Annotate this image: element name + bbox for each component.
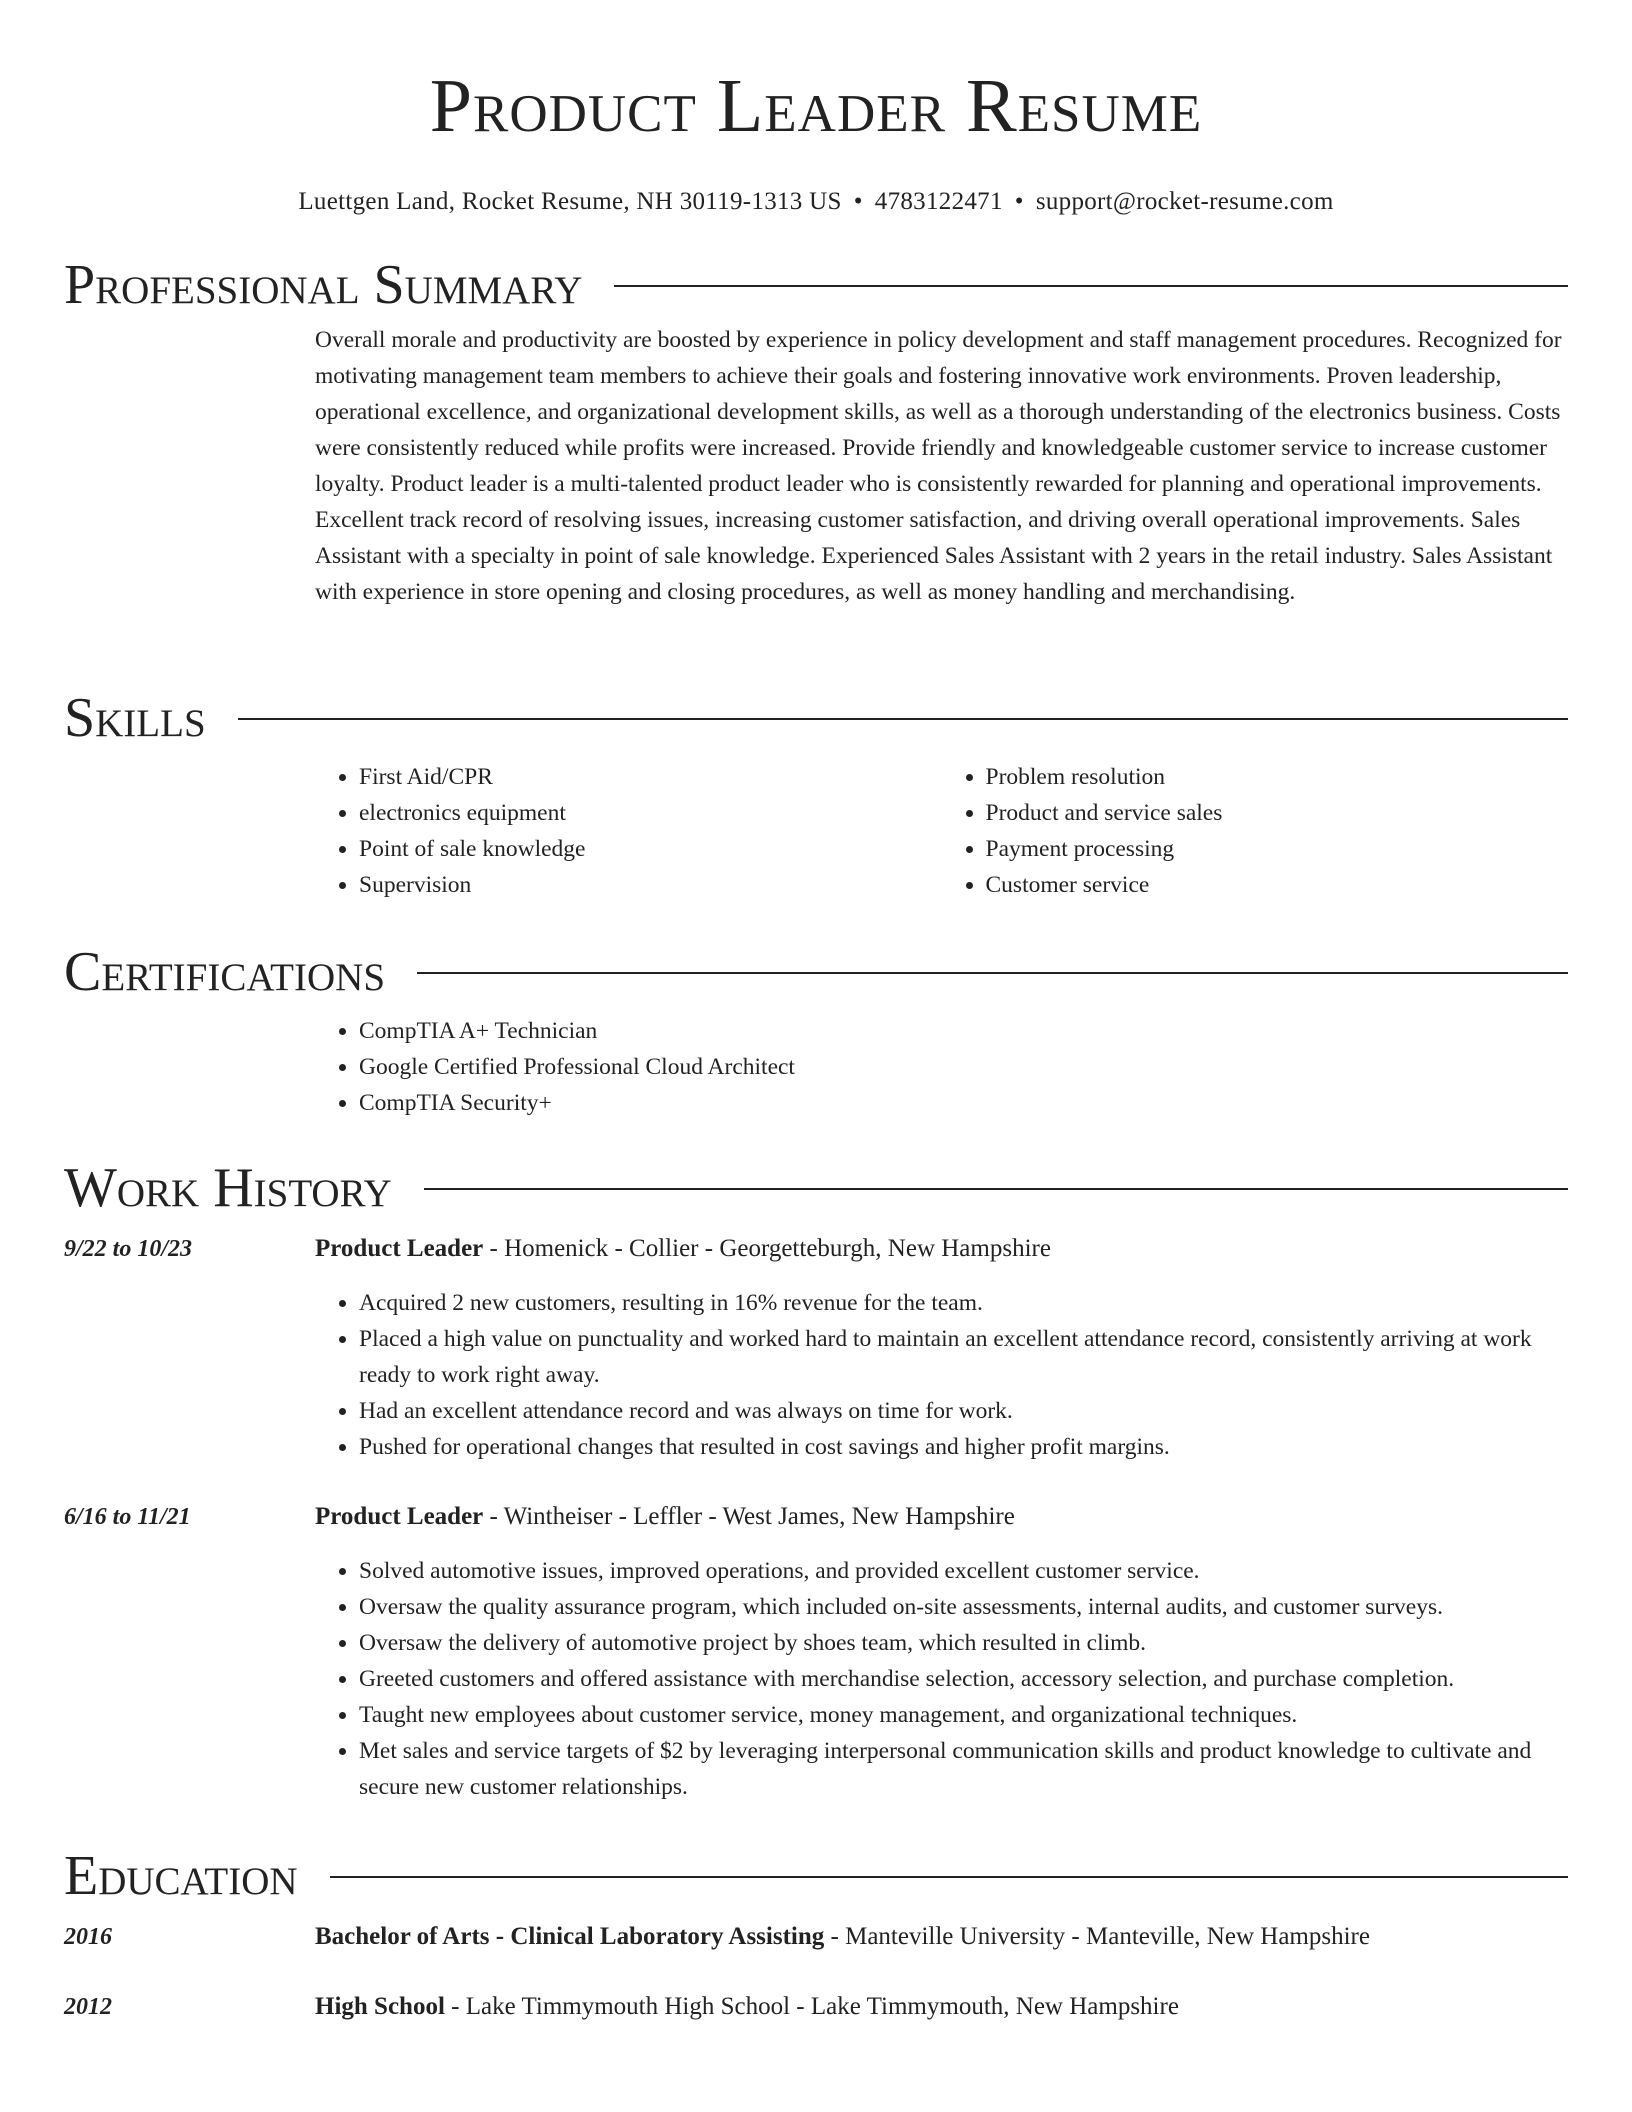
list-item: • Greeted customers and offered assistance with merchandise selection, accessory selection, and purchase completion. bbox=[359, 1661, 1568, 1697]
school-details: - Lake Timmymouth High School - Lake Timmymouth, New Hampshire bbox=[444, 1993, 1179, 2020]
job-title-line bbox=[315, 1499, 1568, 1535]
address: Luettgen Land, Rocket Resume, NH 30119-1313 US bbox=[298, 188, 842, 215]
job-title: Product Leader bbox=[315, 1503, 484, 1530]
skills-section bbox=[64, 683, 1568, 903]
education-year: 2016 bbox=[64, 1924, 112, 1950]
certifications-list bbox=[315, 1013, 1568, 1121]
job-entry bbox=[64, 1499, 1568, 1805]
list-item: • Payment processing bbox=[986, 831, 1569, 867]
section-divider bbox=[330, 1876, 1568, 1878]
degree: High School bbox=[315, 1993, 445, 2020]
education-heading: Education bbox=[64, 1845, 298, 1907]
summary-heading-row bbox=[64, 250, 1568, 320]
school-details: - Manteville University - Manteville, New Hampshire bbox=[824, 1923, 1370, 1950]
list-item: • Placed a high value on punctuality and worked hard to maintain an excellent attendance record, consistently arriving at work ready to work right away. bbox=[359, 1321, 1568, 1393]
section-divider bbox=[417, 972, 1568, 974]
list-item: • Supervision bbox=[359, 867, 942, 903]
education-year: 2012 bbox=[64, 1994, 112, 2020]
education-line bbox=[315, 1989, 1568, 2025]
job-bullets bbox=[315, 1285, 1568, 1465]
job-bullets bbox=[315, 1553, 1568, 1805]
certifications-section bbox=[64, 937, 1568, 1121]
job-details: - Wintheiser - Leffler - West James, New Hampshire bbox=[483, 1503, 1015, 1530]
education-line bbox=[315, 1919, 1568, 1955]
job-entry bbox=[64, 1231, 1568, 1465]
list-item: • Pushed for operational changes that resulted in cost savings and higher profit margins. bbox=[359, 1429, 1568, 1465]
summary-text: Overall morale and productivity are boosted by experience in policy development and staff management procedures. Recognized for motivating management team members to achieve their goals and fostering innovative work environments. Proven leadership, operational excellence, and organizational development skills, as well as a thorough understanding of the electronics business. Costs were consistently reduced while profits were increased. Provide friendly and knowledgeable customer service to increase customer loyalty. Product leader is a multi-talented product leader who is consistently rewarded for planning and operational improvements. Excellent track record of resolving issues, increasing customer satisfaction, and driving overall operational improvements. Sales Assistant with a specialty in point of sale knowledge. Experienced Sales Assistant with 2 years in the retail industry. Sales Assistant with experience in store opening and closing procedures, as well as money handling and merchandising. bbox=[315, 327, 1562, 605]
summary-section bbox=[64, 250, 1568, 610]
summary-heading: Professional Summary bbox=[64, 254, 583, 316]
list-item: • electronics equipment bbox=[359, 795, 942, 831]
section-divider bbox=[238, 718, 1568, 720]
list-item: • Problem resolution bbox=[986, 759, 1569, 795]
list-item: • Product and service sales bbox=[986, 795, 1569, 831]
work-heading: Work History bbox=[64, 1157, 392, 1219]
list-item: • Point of sale knowledge bbox=[359, 831, 942, 867]
certifications-heading: Certifications bbox=[64, 941, 386, 1003]
list-item: • CompTIA A+ Technician bbox=[359, 1013, 1568, 1049]
skills-column-right bbox=[942, 759, 1569, 903]
job-date: 6/16 to 11/21 bbox=[64, 1504, 191, 1530]
summary-body bbox=[315, 322, 1568, 610]
skills-heading-row bbox=[64, 683, 1568, 753]
education-entry bbox=[64, 1919, 1568, 1955]
list-item: • First Aid/CPR bbox=[359, 759, 942, 795]
list-item: • CompTIA Security+ bbox=[359, 1085, 1568, 1121]
list-item: • Solved automotive issues, improved operations, and provided excellent customer service. bbox=[359, 1553, 1568, 1589]
education-heading-row bbox=[64, 1841, 1568, 1911]
degree: Bachelor of Arts - Clinical Laboratory Assisting bbox=[315, 1923, 825, 1950]
list-item: • Oversaw the quality assurance program, which included on-site assessments, internal audits, and customer surveys. bbox=[359, 1589, 1568, 1625]
section-divider bbox=[424, 1188, 1568, 1190]
resume-title: Product Leader Resume bbox=[429, 64, 1203, 148]
education-entry bbox=[64, 1989, 1568, 2025]
list-item: • Acquired 2 new customers, resulting in 16% revenue for the team. bbox=[359, 1285, 1568, 1321]
list-item: • Taught new employees about customer service, money management, and organizational techniques. bbox=[359, 1697, 1568, 1733]
work-heading-row bbox=[64, 1153, 1568, 1223]
separator: • bbox=[853, 188, 863, 215]
list-item: • Customer service bbox=[986, 867, 1569, 903]
contact-line bbox=[0, 186, 1632, 218]
skills-list bbox=[315, 759, 1568, 903]
phone: 4783122471 bbox=[874, 188, 1003, 215]
job-title: Product Leader bbox=[315, 1235, 484, 1262]
education-section bbox=[64, 1841, 1568, 2025]
list-item: • Had an excellent attendance record and was always on time for work. bbox=[359, 1393, 1568, 1429]
skills-column-left bbox=[315, 759, 942, 903]
job-date: 9/22 to 10/23 bbox=[64, 1236, 193, 1262]
job-details: - Homenick - Collier - Georgetteburgh, New Hampshire bbox=[483, 1235, 1051, 1262]
work-history-section bbox=[64, 1153, 1568, 1805]
list-item: • Oversaw the delivery of automotive project by shoes team, which resulted in climb. bbox=[359, 1625, 1568, 1661]
list-item: • Met sales and service targets of $2 by leveraging interpersonal communication skills and product knowledge to cultivate and secure new customer relationships. bbox=[359, 1733, 1568, 1805]
email: support@rocket-resume.com bbox=[1035, 188, 1334, 215]
skills-heading: Skills bbox=[64, 687, 206, 749]
list-item: • Google Certified Professional Cloud Architect bbox=[359, 1049, 1568, 1085]
certifications-heading-row bbox=[64, 937, 1568, 1007]
separator: • bbox=[1014, 188, 1024, 215]
job-title-line bbox=[315, 1231, 1568, 1267]
section-divider bbox=[614, 285, 1568, 287]
